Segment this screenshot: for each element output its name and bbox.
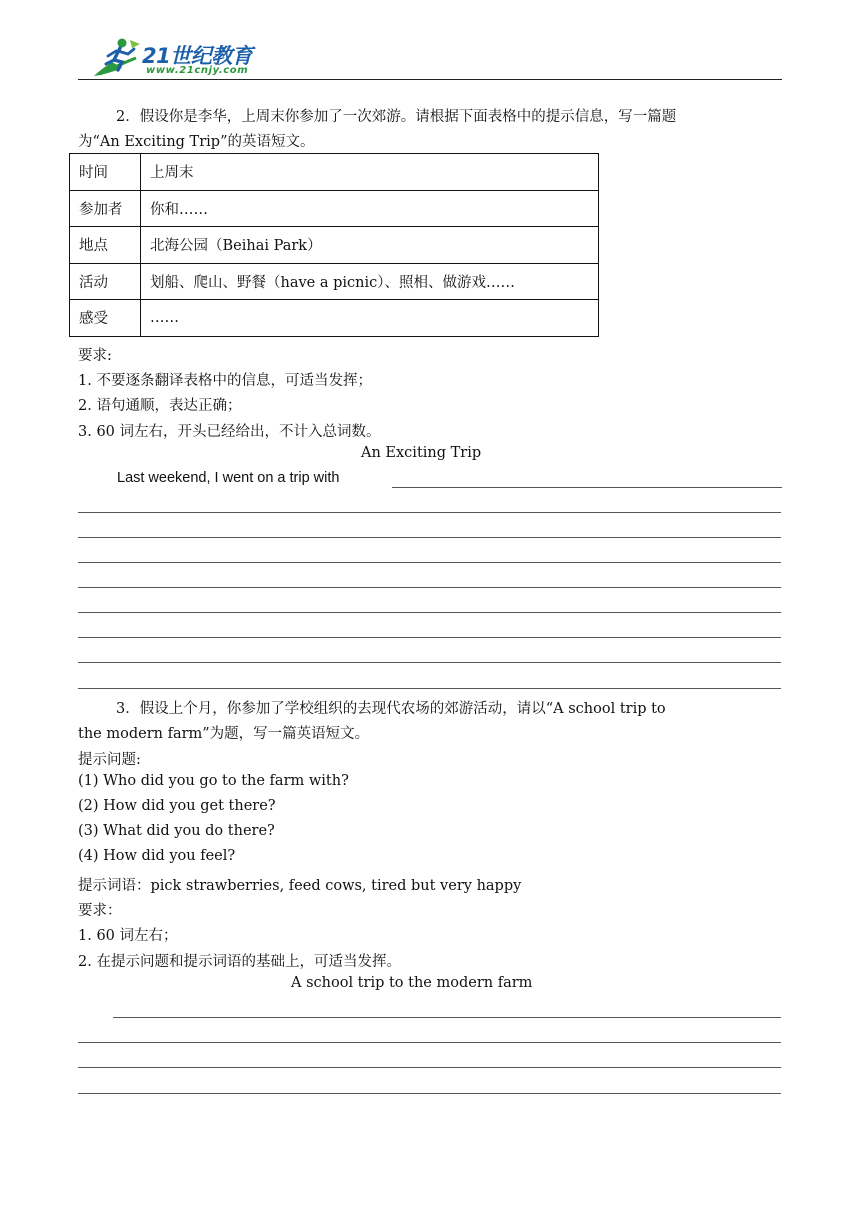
table-value: …… (141, 300, 599, 337)
q2-writing-line[interactable] (78, 612, 781, 613)
table-value: 上周末 (141, 154, 599, 191)
table-key: 地点 (70, 227, 141, 264)
q2-prompt-line1: 2．假设你是李华，上周末你参加了一次郊游。请根据下面表格中的提示信息，写一篇题 (116, 109, 677, 125)
q2-essay-title: An Exciting Trip (361, 445, 482, 461)
q3-question-3: (3) What did you do there? (78, 823, 275, 839)
q3-prompt-line2: the modern farm”为题，写一篇英语短文。 (78, 726, 370, 742)
q2-writing-line[interactable] (78, 512, 781, 513)
q2-writing-line[interactable] (78, 587, 781, 588)
q2-info-table (69, 153, 599, 337)
q2-writing-line[interactable] (78, 562, 781, 563)
logo-url: www.21cnjy.com (146, 65, 249, 76)
header-rule (78, 79, 782, 80)
logo-text: 21世纪教育 (142, 44, 253, 68)
table-key: 参加者 (70, 190, 141, 227)
table-key: 感受 (70, 300, 141, 337)
q3-requirements-title: 要求： (78, 903, 122, 919)
table-value: 你和…… (141, 190, 599, 227)
q3-requirement-2: 2. 在提示问题和提示词语的基础上，可适当发挥。 (78, 954, 401, 970)
q2-writing-line[interactable] (78, 637, 781, 638)
site-logo (92, 36, 272, 80)
q3-question-2: (2) How did you get there? (78, 798, 276, 814)
table-value: 划船、爬山、野餐（have a picnic）、照相、做游戏…… (141, 263, 599, 300)
table-key: 活动 (70, 263, 141, 300)
table-value: 北海公园（Beihai Park） (141, 227, 599, 264)
q2-requirements-title: 要求: (78, 348, 112, 364)
q3-writing-line[interactable] (78, 1042, 781, 1043)
q3-writing-line[interactable] (78, 1093, 781, 1094)
table-key: 时间 (70, 154, 141, 191)
table-row (70, 300, 599, 337)
table-row (70, 190, 599, 227)
q3-question-4: (4) How did you feel? (78, 848, 236, 864)
q2-requirement-3: 3. 60 词左右，开头已经给出，不计入总词数。 (78, 424, 381, 440)
q3-requirement-1: 1. 60 词左右； (78, 928, 178, 944)
q2-requirement-2: 2. 语句通顺，表达正确； (78, 398, 242, 414)
q2-prompt-line2: 为“An Exciting Trip”的英语短文。 (78, 134, 315, 150)
q2-writing-line[interactable] (78, 662, 781, 663)
q3-hint-title: 提示问题: (78, 752, 141, 768)
q3-question-1: (1) Who did you go to the farm with? (78, 773, 349, 789)
q3-writing-line[interactable] (113, 1017, 781, 1018)
q2-writing-line[interactable] (392, 487, 782, 488)
q3-essay-title: A school trip to the modern farm (291, 975, 533, 991)
table-row (70, 263, 599, 300)
runner-icon (92, 36, 144, 78)
q3-writing-line[interactable] (78, 1067, 781, 1068)
q2-requirement-1: 1. 不要逐条翻译表格中的信息，可适当发挥； (78, 373, 372, 389)
q3-hint-words: 提示词语：pick strawberries, feed cows, tired but very happy (78, 878, 522, 894)
q2-essay-start: Last weekend, I went on a trip with (117, 470, 340, 486)
q2-writing-line[interactable] (78, 537, 781, 538)
q2-writing-line[interactable] (78, 688, 781, 689)
table-row (70, 227, 599, 264)
q3-prompt-line1: 3．假设上个月，你参加了学校组织的去现代农场的郊游活动，请以“A school trip to (116, 701, 666, 717)
table-row (70, 154, 599, 191)
